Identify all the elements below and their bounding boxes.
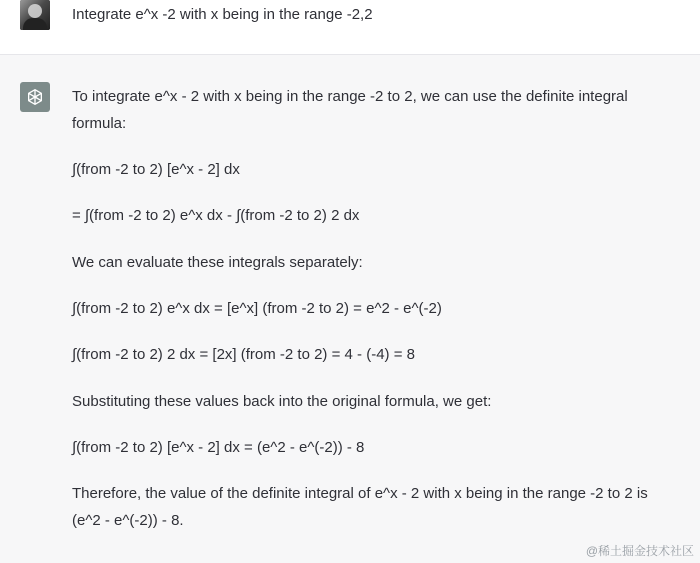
openai-logo-icon — [20, 82, 50, 112]
message-line: To integrate e^x - 2 with x being in the range -2 to 2, we can use the definite integral — [72, 88, 628, 105]
user-avatar — [20, 0, 50, 30]
message-line: formula: — [72, 115, 127, 132]
watermark: @稀土掘金技术社区 — [585, 544, 694, 558]
message-line: ∫(from -2 to 2) e^x dx = [e^x] (from -2 to 2) = e^2 - e^(-2) — [72, 300, 442, 317]
message-line: ∫(from -2 to 2) [e^x - 2] dx = (e^2 - e^(-2)) - 8 — [72, 439, 365, 456]
user-message-row — [0, 0, 700, 50]
message-line: ∫(from -2 to 2) 2 dx = [2x] (from -2 to 2) = 4 - (-4) = 8 — [72, 346, 415, 363]
user-message-text: Integrate e^x -2 with x being in the range -2,2 — [72, 6, 373, 23]
message-line: Substituting these values back into the original formula, we get: — [72, 393, 492, 410]
message-line: = ∫(from -2 to 2) e^x dx - ∫(from -2 to 2) 2 dx — [72, 207, 360, 224]
message-line: ∫(from -2 to 2) [e^x - 2] dx — [72, 161, 240, 178]
message-line: Therefore, the value of the definite integral of e^x - 2 with x being in the range -2 to 2 is — [72, 485, 648, 502]
assistant-message-row — [0, 55, 700, 563]
message-line: (e^2 - e^(-2)) - 8. — [72, 512, 184, 529]
message-line: We can evaluate these integrals separately: — [72, 254, 363, 271]
